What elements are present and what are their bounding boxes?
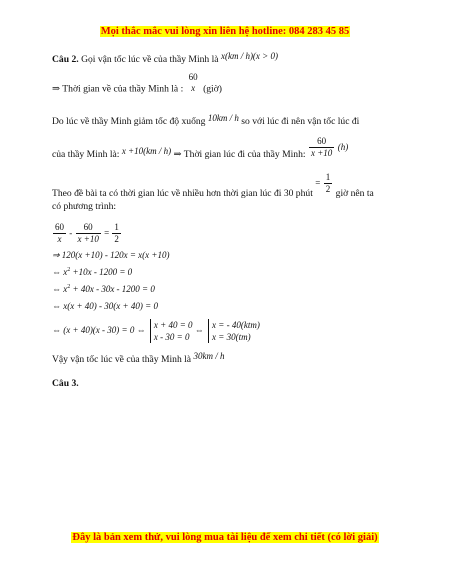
line4-text-b: ⇒ Thời gian lúc đi của thầy Minh: [173, 148, 306, 160]
fraction-denominator: x +10 [310, 148, 333, 159]
fraction-numerator: 60 [309, 136, 334, 148]
step-5 [52, 319, 260, 343]
speed-reduction-line [52, 113, 360, 128]
cau2-intro: Gọi vận tốc lúc về của thầy Minh là [81, 54, 219, 65]
fraction-numerator: 60 [188, 72, 198, 82]
time-go-fraction [309, 136, 334, 160]
fraction-numerator: 1 [112, 222, 121, 234]
condition-line [52, 172, 374, 199]
hotline-text: Mọi thắc mắc vui lòng xin liên hệ hotline: 084 283 45 85 [100, 26, 350, 37]
system-2-top: x = - 40(ktm) [212, 320, 260, 330]
time-back-fraction [187, 72, 200, 95]
time-back-unit: (giờ) [203, 83, 222, 95]
system-2-bottom: x = 30(tm) [212, 332, 251, 343]
speed-go-math: x +10(km / h) [121, 145, 172, 156]
equals-sign: = [315, 177, 321, 188]
line3-text-b: so với lúc đi nên vận tốc lúc đi [241, 116, 360, 127]
half-hour-fraction [324, 172, 333, 196]
step-2-text-b: +10x - 1200 = 0 [72, 267, 133, 277]
equation-intro-line [52, 201, 116, 213]
main-equation [52, 222, 122, 246]
line4-text-a: của thầy Minh là: [52, 148, 120, 160]
system-bracket-2 [208, 319, 260, 343]
time-back-text: Thời gian về của thầy Minh là : [62, 83, 184, 95]
time-go-unit: (h) [337, 141, 349, 152]
step-2-text-a: ⇔ x [52, 267, 68, 277]
line5-text-a: Theo đề bài ta có thời gian lúc về nhiều hơn thời gian lúc đi 30 phút [52, 187, 313, 199]
preview-notice-banner [0, 532, 450, 543]
step-4 [52, 301, 158, 312]
fraction-numerator: 60 [53, 222, 66, 234]
conclusion-value: 30km / h [193, 351, 225, 361]
arrow-symbol: ⇒ [52, 83, 61, 95]
time-back-line [52, 72, 222, 101]
cau2-label: Câu 2. [52, 54, 79, 65]
eq-fraction-1 [53, 222, 66, 246]
step-1-text: ⇒ 120(x +10) - 120x = x(x +10) [52, 250, 170, 260]
cau3-heading [52, 378, 79, 390]
conclusion-line [52, 351, 225, 366]
conclusion-text: Vậy vận tốc lúc về của thầy Minh là [52, 354, 192, 365]
eq-fraction-3 [112, 222, 121, 246]
speed-go-line [52, 136, 348, 160]
system-1-top: x + 40 = 0 [153, 320, 193, 330]
step-5-text-b: ⇔ [194, 325, 204, 336]
fraction-denominator: 2 [114, 234, 119, 245]
exponent: 2 [67, 284, 71, 290]
step-3 [52, 284, 155, 295]
step-2 [52, 267, 132, 278]
cau3-label: Câu 3. [52, 378, 79, 389]
step-1 [52, 250, 169, 261]
system-bracket-1 [150, 319, 193, 343]
step-5-text-a: ⇔ (x + 40)(x - 30) = 0 ⇔ [52, 325, 146, 336]
equals-sign: = [104, 227, 110, 238]
step-4-text: ⇔ x(x + 40) - 30(x + 40) = 0 [52, 301, 158, 311]
fraction-denominator: x +10 [77, 234, 99, 245]
fraction-numerator: 60 [76, 222, 101, 234]
eq-fraction-2 [76, 222, 101, 246]
cau2-intro-line [52, 51, 278, 66]
line5-text-b: giờ nên ta [335, 187, 374, 199]
step-3-text-a: ⇔ x [52, 284, 68, 294]
exponent: 2 [67, 267, 71, 273]
var-def-math: x(km / h)(x > 0) [220, 51, 278, 61]
step-3-text-b: + 40x - 30x - 1200 = 0 [72, 284, 155, 294]
line6-text: có phương trình: [52, 201, 117, 212]
minus-sign: - [69, 227, 73, 238]
preview-notice-text: Đây là bản xem thử, vui lòng mua tài liệu để xem chi tiết (có lời giải) [72, 532, 378, 543]
fraction-denominator: x [57, 234, 62, 245]
line3-text-a: Do lúc về thầy Minh giảm tốc độ xuống [52, 116, 206, 127]
hotline-banner [0, 26, 450, 37]
fraction-denominator: 2 [325, 184, 331, 195]
fraction-denominator: x [191, 83, 196, 94]
system-1-bottom: x - 30 = 0 [153, 332, 190, 343]
speed-reduction-math: 10km / h [207, 113, 239, 123]
fraction-numerator: 1 [324, 172, 333, 184]
